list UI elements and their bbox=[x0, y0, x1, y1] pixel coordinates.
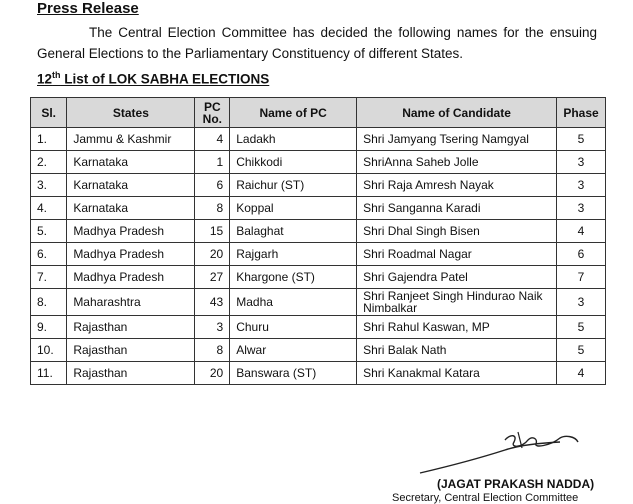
table-row bbox=[31, 174, 606, 197]
cell-pc-no: 27 bbox=[195, 266, 230, 289]
cell-candidate: Shri Roadmal Nagar bbox=[357, 243, 557, 266]
press-release-heading: Press Release bbox=[37, 0, 139, 17]
cell-pc-no: 20 bbox=[195, 243, 230, 266]
cell-state: Madhya Pradesh bbox=[67, 220, 195, 243]
cell-sl: 5. bbox=[31, 220, 67, 243]
signer-designation: Secretary, Central Election Committee bbox=[392, 492, 579, 504]
cell-state: Rajasthan bbox=[67, 362, 195, 385]
list-ordinal: 12 bbox=[37, 71, 53, 87]
cell-phase: 5 bbox=[557, 128, 606, 151]
cell-pc-name: Rajgarh bbox=[230, 243, 357, 266]
cell-state: Karnataka bbox=[67, 197, 195, 220]
list-title bbox=[37, 70, 269, 87]
cell-phase: 6 bbox=[557, 243, 606, 266]
table-row bbox=[31, 266, 606, 289]
cell-state: Karnataka bbox=[67, 174, 195, 197]
cell-sl: 10. bbox=[31, 339, 67, 362]
cell-state: Maharashtra bbox=[67, 289, 195, 316]
candidates-table bbox=[30, 97, 606, 385]
cell-phase: 3 bbox=[557, 174, 606, 197]
cell-phase: 7 bbox=[557, 266, 606, 289]
header-pc-no: PC No. bbox=[195, 98, 230, 128]
cell-candidate: Shri Gajendra Patel bbox=[357, 266, 557, 289]
cell-candidate: Shri Kanakmal Katara bbox=[357, 362, 557, 385]
table-row bbox=[31, 316, 606, 339]
cell-phase: 4 bbox=[557, 220, 606, 243]
cell-pc-no: 8 bbox=[195, 339, 230, 362]
cell-state: Madhya Pradesh bbox=[67, 266, 195, 289]
cell-pc-name: Churu bbox=[230, 316, 357, 339]
cell-candidate: ShriAnna Saheb Jolle bbox=[357, 151, 557, 174]
cell-sl: 8. bbox=[31, 289, 67, 316]
cell-pc-no: 43 bbox=[195, 289, 230, 316]
cell-phase: 5 bbox=[557, 339, 606, 362]
cell-pc-no: 6 bbox=[195, 174, 230, 197]
cell-sl: 1. bbox=[31, 128, 67, 151]
cell-phase: 3 bbox=[557, 197, 606, 220]
signature-mark bbox=[410, 428, 590, 478]
table-row bbox=[31, 197, 606, 220]
table-header-row bbox=[31, 98, 606, 128]
signer-name: (JAGAT PRAKASH NADDA) bbox=[437, 477, 595, 491]
cell-state: Karnataka bbox=[67, 151, 195, 174]
cell-pc-name: Alwar bbox=[230, 339, 357, 362]
cell-state: Jammu & Kashmir bbox=[67, 128, 195, 151]
cell-pc-no: 8 bbox=[195, 197, 230, 220]
cell-sl: 3. bbox=[31, 174, 67, 197]
cell-sl: 2. bbox=[31, 151, 67, 174]
cell-sl: 11. bbox=[31, 362, 67, 385]
table-body bbox=[31, 128, 606, 385]
list-title-text: List of LOK SABHA ELECTIONS bbox=[60, 71, 270, 87]
cell-candidate: Shri Dhal Singh Bisen bbox=[357, 220, 557, 243]
cell-phase: 5 bbox=[557, 316, 606, 339]
header-pc-name: Name of PC bbox=[230, 98, 357, 128]
cell-candidate: Shri Balak Nath bbox=[357, 339, 557, 362]
header-states: States bbox=[67, 98, 195, 128]
table-row bbox=[31, 243, 606, 266]
header-phase: Phase bbox=[557, 98, 606, 128]
cell-candidate: Shri Rahul Kaswan, MP bbox=[357, 316, 557, 339]
cell-sl: 6. bbox=[31, 243, 67, 266]
list-ordinal-suffix: th bbox=[52, 70, 61, 80]
cell-pc-name: Koppal bbox=[230, 197, 357, 220]
cell-pc-name: Khargone (ST) bbox=[230, 266, 357, 289]
cell-sl: 7. bbox=[31, 266, 67, 289]
cell-phase: 4 bbox=[557, 362, 606, 385]
header-candidate: Name of Candidate bbox=[357, 98, 557, 128]
cell-pc-no: 3 bbox=[195, 316, 230, 339]
cell-state: Rajasthan bbox=[67, 316, 195, 339]
cell-phase: 3 bbox=[557, 289, 606, 316]
table-row bbox=[31, 289, 606, 316]
cell-pc-name: Banswara (ST) bbox=[230, 362, 357, 385]
table-row bbox=[31, 220, 606, 243]
cell-pc-name: Balaghat bbox=[230, 220, 357, 243]
cell-pc-no: 15 bbox=[195, 220, 230, 243]
table-row bbox=[31, 128, 606, 151]
cell-candidate: Shri Sanganna Karadi bbox=[357, 197, 557, 220]
cell-state: Madhya Pradesh bbox=[67, 243, 195, 266]
cell-pc-name: Raichur (ST) bbox=[230, 174, 357, 197]
cell-pc-name: Chikkodi bbox=[230, 151, 357, 174]
cell-pc-no: 1 bbox=[195, 151, 230, 174]
cell-sl: 9. bbox=[31, 316, 67, 339]
cell-candidate: Shri Jamyang Tsering Namgyal bbox=[357, 128, 557, 151]
cell-pc-name: Ladakh bbox=[230, 128, 357, 151]
cell-state: Rajasthan bbox=[67, 339, 195, 362]
header-sl: Sl. bbox=[31, 98, 67, 128]
cell-sl: 4. bbox=[31, 197, 67, 220]
cell-phase: 3 bbox=[557, 151, 606, 174]
intro-paragraph: The Central Election Committee has decided the following names for the ensuing General Elections to the Parliamentary Constituency of different States. bbox=[37, 25, 597, 61]
table-row bbox=[31, 339, 606, 362]
table-row bbox=[31, 151, 606, 174]
cell-candidate: Shri Ranjeet Singh Hindurao Naik Nimbalkar bbox=[357, 289, 557, 316]
cell-candidate: Shri Raja Amresh Nayak bbox=[357, 174, 557, 197]
cell-pc-no: 20 bbox=[195, 362, 230, 385]
table-row bbox=[31, 362, 606, 385]
cell-pc-no: 4 bbox=[195, 128, 230, 151]
cell-pc-name: Madha bbox=[230, 289, 357, 316]
